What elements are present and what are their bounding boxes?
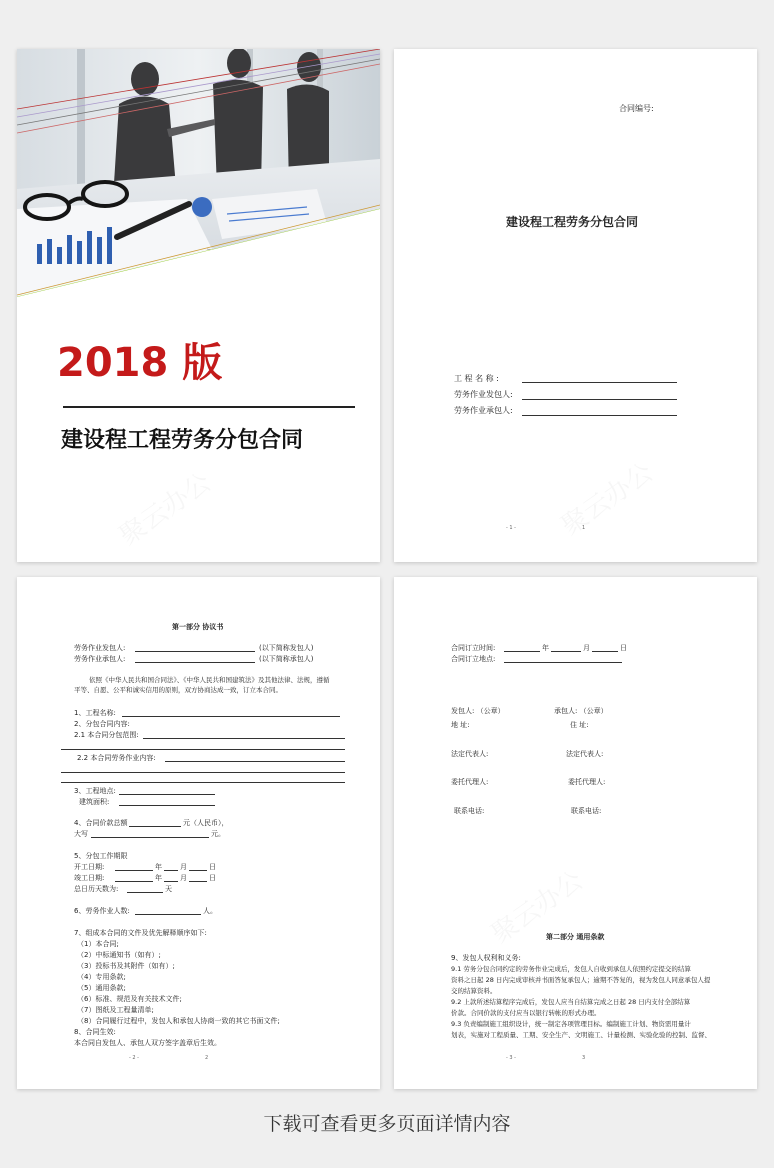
party-a-address: 地 址:: [451, 721, 470, 729]
page-number: - 2 -: [129, 1055, 139, 1061]
contractor-line: [522, 415, 677, 416]
total-days-label: 总日历天数为:: [74, 885, 119, 893]
doc-5: （5）通用条款;: [77, 984, 126, 992]
clause-9-2-b: 价款。合同价款的支付应当以银行转帐的形式办理。: [451, 1009, 601, 1017]
part-2-title: 第二部分 通用条款: [546, 933, 605, 941]
party-a-seal: 发包人: （公章）: [451, 707, 505, 715]
title-page: [394, 49, 757, 562]
page-number: - 1 -: [506, 525, 516, 531]
agreement-page: [17, 577, 380, 1089]
item-4-end: 元。: [211, 830, 225, 838]
section-title: 第一部分 协议书: [172, 623, 224, 631]
item-2-1-line-2: [61, 749, 345, 750]
item-4-unit: 元（人民币），: [183, 819, 229, 827]
item-6-unit: 人。: [203, 907, 217, 915]
start-date-label: 开工日期:: [74, 863, 105, 871]
party-b-phone: 联系电话:: [571, 807, 602, 815]
day-label: 日: [209, 863, 216, 871]
item-6: 6、劳务作业人数:: [74, 907, 130, 915]
doc-7: （7）图纸及工程量清单;: [77, 1006, 154, 1014]
clause-9: 9、发包人权利和义务:: [451, 954, 521, 962]
item-2-2: 2.2 本合同劳务作业内容:: [77, 754, 156, 762]
party-b-address: 住 址:: [570, 721, 589, 729]
page-total: 1: [582, 525, 586, 531]
month-label: 月: [180, 863, 187, 871]
start-month-line: [164, 870, 178, 871]
item-3-line: [119, 794, 215, 795]
sign-year-line: [504, 651, 540, 652]
download-more-footer[interactable]: 下载可查看更多页面详情内容: [263, 1113, 511, 1135]
item-3-area: 建筑面积:: [79, 798, 110, 806]
total-days-line: [127, 892, 163, 893]
clause-9-1-a: 9.1 劳务分包合同约定的劳务作业完成后，发包人自收到承包人依照约定提交的结算: [451, 965, 691, 973]
sign-place-label: 合同订立地点:: [451, 655, 496, 663]
doc-2: （2）中标通知书（如有）;: [77, 951, 161, 959]
cover-title: 建设程工程劳务分包合同: [61, 428, 304, 453]
item-8: 8、合同生效:: [74, 1028, 116, 1036]
clause-9-3-a: 9.3 负责编制施工组织设计，统一制定各项管理目标。编制施工计划、物资需用量计: [451, 1020, 691, 1028]
party-b-agent: 委托代理人:: [568, 778, 606, 786]
end-year-line: [115, 881, 153, 882]
sign-place-line: [504, 662, 622, 663]
employer-label: 劳务作业发包人:: [454, 390, 513, 399]
party-a-line: [135, 651, 255, 652]
employer-line: [522, 399, 677, 400]
clause-9-1-b: 资料之日起 28 日内完成审核并书面答复承包人；逾期不答复的，视为发包人同意承包人提: [451, 976, 711, 984]
doc-4: （4）专用条款;: [77, 973, 126, 981]
project-name-line: [522, 382, 677, 383]
month-label: 月: [583, 644, 590, 652]
item-3-area-line: [119, 805, 215, 806]
sign-month-line: [551, 651, 581, 652]
item-4-daxie-line: [91, 837, 209, 838]
year-label: 年: [155, 863, 162, 871]
start-year-line: [115, 870, 153, 871]
cover-page: [17, 49, 380, 562]
party-a-agent: 委托代理人:: [451, 778, 489, 786]
end-date-label: 竣工日期:: [74, 874, 105, 882]
month-label: 月: [180, 874, 187, 882]
party-a-label: 劳务作业发包人:: [74, 644, 126, 652]
page-number: - 3 -: [506, 1055, 516, 1061]
party-b-seal: 承包人: （公章）: [554, 707, 608, 715]
cover-year: 2018 版: [57, 340, 223, 386]
cover-photo-business-meeting: [17, 49, 380, 299]
party-a-phone: 联系电话:: [454, 807, 485, 815]
doc-3: （3）投标书及其附件（如有）;: [77, 962, 175, 970]
day-label: 日: [209, 874, 216, 882]
party-b-legal-rep: 法定代表人:: [566, 750, 604, 758]
contract-no-label: 合同编号:: [619, 104, 654, 113]
end-month-line: [164, 881, 178, 882]
contractor-label: 劳务作业承包人:: [454, 406, 513, 415]
days-unit: 天: [165, 885, 172, 893]
end-day-line: [189, 881, 207, 882]
item-6-line: [135, 914, 201, 915]
item-4: 4、合同价款总额: [74, 819, 128, 827]
party-b-note: (以下简称承包人): [259, 655, 314, 663]
year-label: 年: [542, 644, 549, 652]
doc-6: （6）标准、规范及有关技术文件;: [77, 995, 182, 1003]
item-2-1: 2.1 本合同分包范围:: [74, 731, 139, 739]
item-2-2-line-3: [61, 782, 345, 783]
party-a-note: (以下简称发包人): [259, 644, 314, 652]
cover-divider: [63, 406, 355, 408]
item-2: 2、分包合同内容:: [74, 720, 130, 728]
page-total: 2: [205, 1055, 209, 1061]
preamble-line-1: 依照《中华人民共和国合同法》、《中华人民共和国建筑法》及其他法律、法规，遵循: [89, 676, 330, 684]
sign-day-line: [592, 651, 618, 652]
party-a-legal-rep: 法定代表人:: [451, 750, 489, 758]
item-2-1-line: [143, 738, 345, 739]
year-label: 年: [155, 874, 162, 882]
page-total: 3: [582, 1055, 586, 1061]
doc-1: （1）本合同;: [77, 940, 119, 948]
item-4-daxie: 大写: [74, 830, 88, 838]
sign-time-label: 合同订立时间:: [451, 644, 496, 652]
day-label: 日: [620, 644, 627, 652]
watermark: [111, 463, 217, 553]
watermark: [553, 453, 659, 543]
party-b-label: 劳务作业承包人:: [74, 655, 126, 663]
item-2-2-line: [165, 761, 345, 762]
clause-9-2-a: 9.2 上款所述结算程序完成后，发包人应当自结算完成之日起 28 日内支付全部结算: [451, 998, 691, 1006]
doc-8: （8）合同履行过程中，发包人和承包人协商一致的其它书面文件;: [77, 1017, 280, 1025]
start-day-line: [189, 870, 207, 871]
item-4-line: [129, 826, 181, 827]
item-1: 1、工程名称:: [74, 709, 116, 717]
item-5: 5、分包工作期限: [74, 852, 128, 860]
clause-9-1-c: 交的结算资料。: [451, 987, 497, 995]
item-8-text: 本合同自发包人、承包人双方签字盖章后生效。: [74, 1039, 221, 1047]
document-title: 建设程工程劳务分包合同: [506, 215, 639, 229]
item-7: 7、组成本合同的文件及优先解释顺序如下:: [74, 929, 207, 937]
party-b-line: [135, 662, 255, 663]
clause-9-3-b: 划表，实施对工程质量、工期、安全生产、文明施工、计量检测、实验化验的控制、监督、: [451, 1031, 711, 1039]
signing-page: [394, 577, 757, 1089]
project-name-label: 工 程 名 称 :: [454, 374, 499, 383]
item-1-line: [122, 716, 340, 717]
item-2-2-line-2: [61, 772, 345, 773]
item-3: 3、工程地点:: [74, 787, 116, 795]
preamble-line-2: 平等、自愿、公平和诚实信用的原则，双方协商达成一致，订立本合同。: [74, 686, 282, 694]
